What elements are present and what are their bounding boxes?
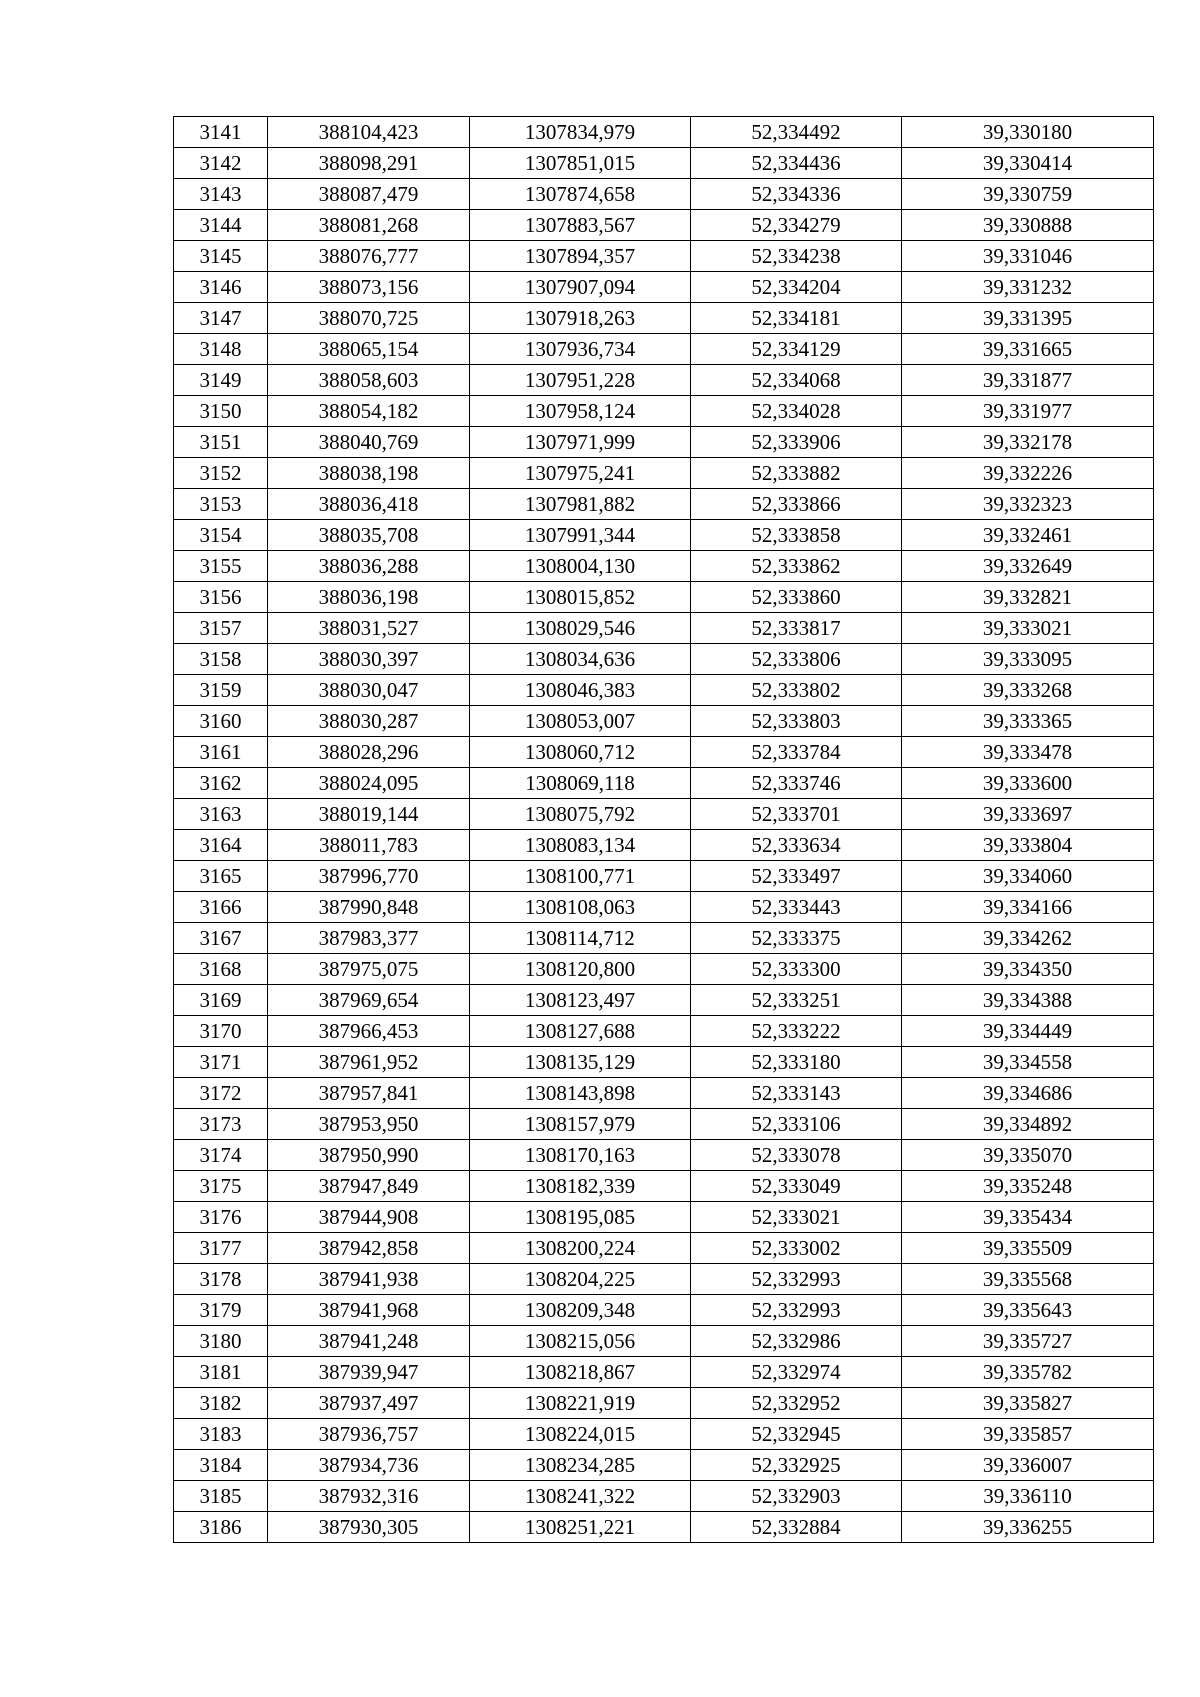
table-row (174, 1295, 1154, 1326)
y-coordinate-cell: 1307981,882 (470, 489, 691, 520)
table-row (174, 365, 1154, 396)
y-coordinate-cell: 1307975,241 (470, 458, 691, 489)
y-coordinate-cell: 1307971,999 (470, 427, 691, 458)
x-coordinate-cell: 387941,938 (268, 1264, 470, 1295)
latitude-cell: 52,333802 (691, 675, 902, 706)
table-row (174, 830, 1154, 861)
table-row (174, 334, 1154, 365)
x-coordinate-cell: 387937,497 (268, 1388, 470, 1419)
x-coordinate-cell: 387939,947 (268, 1357, 470, 1388)
point-number-cell: 3159 (174, 675, 268, 706)
latitude-cell: 52,333817 (691, 613, 902, 644)
longitude-cell: 39,331232 (902, 272, 1154, 303)
table-row (174, 117, 1154, 148)
longitude-cell: 39,334166 (902, 892, 1154, 923)
longitude-cell: 39,335248 (902, 1171, 1154, 1202)
table-row (174, 1078, 1154, 1109)
latitude-cell: 52,333866 (691, 489, 902, 520)
longitude-cell: 39,335857 (902, 1419, 1154, 1450)
latitude-cell: 52,333701 (691, 799, 902, 830)
point-number-cell: 3171 (174, 1047, 268, 1078)
latitude-cell: 52,333862 (691, 551, 902, 582)
point-number-cell: 3167 (174, 923, 268, 954)
latitude-cell: 52,334336 (691, 179, 902, 210)
latitude-cell: 52,333106 (691, 1109, 902, 1140)
table-row (174, 1450, 1154, 1481)
latitude-cell: 52,333021 (691, 1202, 902, 1233)
y-coordinate-cell: 1308251,221 (470, 1512, 691, 1543)
y-coordinate-cell: 1307951,228 (470, 365, 691, 396)
table-row (174, 1140, 1154, 1171)
longitude-cell: 39,334388 (902, 985, 1154, 1016)
point-number-cell: 3151 (174, 427, 268, 458)
longitude-cell: 39,334060 (902, 861, 1154, 892)
latitude-cell: 52,333784 (691, 737, 902, 768)
x-coordinate-cell: 387934,736 (268, 1450, 470, 1481)
point-number-cell: 3181 (174, 1357, 268, 1388)
y-coordinate-cell: 1308075,792 (470, 799, 691, 830)
latitude-cell: 52,333078 (691, 1140, 902, 1171)
table-row (174, 1326, 1154, 1357)
y-coordinate-cell: 1307834,979 (470, 117, 691, 148)
table-row (174, 396, 1154, 427)
latitude-cell: 52,333375 (691, 923, 902, 954)
x-coordinate-cell: 388028,296 (268, 737, 470, 768)
longitude-cell: 39,332323 (902, 489, 1154, 520)
latitude-cell: 52,332974 (691, 1357, 902, 1388)
x-coordinate-cell: 387941,248 (268, 1326, 470, 1357)
y-coordinate-cell: 1308209,348 (470, 1295, 691, 1326)
point-number-cell: 3164 (174, 830, 268, 861)
y-coordinate-cell: 1308195,085 (470, 1202, 691, 1233)
x-coordinate-cell: 388058,603 (268, 365, 470, 396)
point-number-cell: 3162 (174, 768, 268, 799)
y-coordinate-cell: 1308143,898 (470, 1078, 691, 1109)
point-number-cell: 3168 (174, 954, 268, 985)
table-row (174, 799, 1154, 830)
x-coordinate-cell: 388098,291 (268, 148, 470, 179)
latitude-cell: 52,333906 (691, 427, 902, 458)
y-coordinate-cell: 1308200,224 (470, 1233, 691, 1264)
y-coordinate-cell: 1307918,263 (470, 303, 691, 334)
x-coordinate-cell: 388030,397 (268, 644, 470, 675)
longitude-cell: 39,331665 (902, 334, 1154, 365)
x-coordinate-cell: 388065,154 (268, 334, 470, 365)
point-number-cell: 3172 (174, 1078, 268, 1109)
x-coordinate-cell: 388087,479 (268, 179, 470, 210)
latitude-cell: 52,332884 (691, 1512, 902, 1543)
y-coordinate-cell: 1308108,063 (470, 892, 691, 923)
point-number-cell: 3146 (174, 272, 268, 303)
table-row (174, 737, 1154, 768)
y-coordinate-cell: 1307883,567 (470, 210, 691, 241)
point-number-cell: 3160 (174, 706, 268, 737)
x-coordinate-cell: 388036,418 (268, 489, 470, 520)
latitude-cell: 52,334492 (691, 117, 902, 148)
longitude-cell: 39,335827 (902, 1388, 1154, 1419)
x-coordinate-cell: 387950,990 (268, 1140, 470, 1171)
x-coordinate-cell: 388076,777 (268, 241, 470, 272)
latitude-cell: 52,333803 (691, 706, 902, 737)
x-coordinate-cell: 387944,908 (268, 1202, 470, 1233)
longitude-cell: 39,332461 (902, 520, 1154, 551)
table-row (174, 985, 1154, 1016)
point-number-cell: 3153 (174, 489, 268, 520)
x-coordinate-cell: 387957,841 (268, 1078, 470, 1109)
table-row (174, 1016, 1154, 1047)
y-coordinate-cell: 1308100,771 (470, 861, 691, 892)
latitude-cell: 52,334068 (691, 365, 902, 396)
table-row (174, 179, 1154, 210)
point-number-cell: 3170 (174, 1016, 268, 1047)
y-coordinate-cell: 1308069,118 (470, 768, 691, 799)
latitude-cell: 52,332925 (691, 1450, 902, 1481)
latitude-cell: 52,333002 (691, 1233, 902, 1264)
y-coordinate-cell: 1308034,636 (470, 644, 691, 675)
longitude-cell: 39,335727 (902, 1326, 1154, 1357)
latitude-cell: 52,333882 (691, 458, 902, 489)
longitude-cell: 39,333365 (902, 706, 1154, 737)
table-row (174, 1264, 1154, 1295)
longitude-cell: 39,336007 (902, 1450, 1154, 1481)
longitude-cell: 39,334350 (902, 954, 1154, 985)
point-number-cell: 3145 (174, 241, 268, 272)
latitude-cell: 52,333222 (691, 1016, 902, 1047)
table-row (174, 303, 1154, 334)
x-coordinate-cell: 388054,182 (268, 396, 470, 427)
latitude-cell: 52,333634 (691, 830, 902, 861)
table-row (174, 551, 1154, 582)
x-coordinate-cell: 387983,377 (268, 923, 470, 954)
x-coordinate-cell: 388030,047 (268, 675, 470, 706)
point-number-cell: 3183 (174, 1419, 268, 1450)
latitude-cell: 52,334028 (691, 396, 902, 427)
point-number-cell: 3178 (174, 1264, 268, 1295)
x-coordinate-cell: 388024,095 (268, 768, 470, 799)
y-coordinate-cell: 1308083,134 (470, 830, 691, 861)
table-row (174, 1047, 1154, 1078)
longitude-cell: 39,332649 (902, 551, 1154, 582)
latitude-cell: 52,332903 (691, 1481, 902, 1512)
y-coordinate-cell: 1307894,357 (470, 241, 691, 272)
x-coordinate-cell: 388019,144 (268, 799, 470, 830)
x-coordinate-cell: 388030,287 (268, 706, 470, 737)
y-coordinate-cell: 1308046,383 (470, 675, 691, 706)
point-number-cell: 3143 (174, 179, 268, 210)
table-row (174, 1419, 1154, 1450)
longitude-cell: 39,335643 (902, 1295, 1154, 1326)
latitude-cell: 52,332986 (691, 1326, 902, 1357)
point-number-cell: 3154 (174, 520, 268, 551)
table-row (174, 1109, 1154, 1140)
longitude-cell: 39,333095 (902, 644, 1154, 675)
x-coordinate-cell: 387961,952 (268, 1047, 470, 1078)
latitude-cell: 52,332952 (691, 1388, 902, 1419)
latitude-cell: 52,333497 (691, 861, 902, 892)
table-row (174, 1388, 1154, 1419)
point-number-cell: 3150 (174, 396, 268, 427)
y-coordinate-cell: 1308135,129 (470, 1047, 691, 1078)
table-row (174, 1233, 1154, 1264)
point-number-cell: 3156 (174, 582, 268, 613)
point-number-cell: 3182 (174, 1388, 268, 1419)
longitude-cell: 39,332226 (902, 458, 1154, 489)
latitude-cell: 52,334238 (691, 241, 902, 272)
coordinates-table (173, 116, 1154, 1543)
x-coordinate-cell: 387936,757 (268, 1419, 470, 1450)
table-row (174, 1357, 1154, 1388)
latitude-cell: 52,333858 (691, 520, 902, 551)
y-coordinate-cell: 1308053,007 (470, 706, 691, 737)
longitude-cell: 39,335434 (902, 1202, 1154, 1233)
table-row (174, 520, 1154, 551)
x-coordinate-cell: 388031,527 (268, 613, 470, 644)
point-number-cell: 3185 (174, 1481, 268, 1512)
table-row (174, 210, 1154, 241)
table-row (174, 1171, 1154, 1202)
longitude-cell: 39,334686 (902, 1078, 1154, 1109)
y-coordinate-cell: 1308182,339 (470, 1171, 691, 1202)
x-coordinate-cell: 387969,654 (268, 985, 470, 1016)
latitude-cell: 52,333143 (691, 1078, 902, 1109)
longitude-cell: 39,333600 (902, 768, 1154, 799)
point-number-cell: 3144 (174, 210, 268, 241)
point-number-cell: 3174 (174, 1140, 268, 1171)
latitude-cell: 52,333443 (691, 892, 902, 923)
table-row (174, 1481, 1154, 1512)
y-coordinate-cell: 1308204,225 (470, 1264, 691, 1295)
longitude-cell: 39,334449 (902, 1016, 1154, 1047)
latitude-cell: 52,333300 (691, 954, 902, 985)
latitude-cell: 52,333860 (691, 582, 902, 613)
y-coordinate-cell: 1308170,163 (470, 1140, 691, 1171)
longitude-cell: 39,335782 (902, 1357, 1154, 1388)
longitude-cell: 39,335509 (902, 1233, 1154, 1264)
point-number-cell: 3166 (174, 892, 268, 923)
longitude-cell: 39,331977 (902, 396, 1154, 427)
point-number-cell: 3161 (174, 737, 268, 768)
y-coordinate-cell: 1308120,800 (470, 954, 691, 985)
y-coordinate-cell: 1308123,497 (470, 985, 691, 1016)
latitude-cell: 52,334129 (691, 334, 902, 365)
point-number-cell: 3142 (174, 148, 268, 179)
latitude-cell: 52,333251 (691, 985, 902, 1016)
y-coordinate-cell: 1308015,852 (470, 582, 691, 613)
table-row (174, 241, 1154, 272)
longitude-cell: 39,334262 (902, 923, 1154, 954)
table-row (174, 427, 1154, 458)
y-coordinate-cell: 1308029,546 (470, 613, 691, 644)
longitude-cell: 39,331046 (902, 241, 1154, 272)
point-number-cell: 3180 (174, 1326, 268, 1357)
latitude-cell: 52,334181 (691, 303, 902, 334)
y-coordinate-cell: 1308060,712 (470, 737, 691, 768)
table-row (174, 923, 1154, 954)
point-number-cell: 3158 (174, 644, 268, 675)
x-coordinate-cell: 387953,950 (268, 1109, 470, 1140)
latitude-cell: 52,333746 (691, 768, 902, 799)
longitude-cell: 39,330888 (902, 210, 1154, 241)
point-number-cell: 3169 (174, 985, 268, 1016)
longitude-cell: 39,331877 (902, 365, 1154, 396)
longitude-cell: 39,332821 (902, 582, 1154, 613)
table-row (174, 954, 1154, 985)
longitude-cell: 39,330180 (902, 117, 1154, 148)
table-row (174, 768, 1154, 799)
point-number-cell: 3141 (174, 117, 268, 148)
longitude-cell: 39,333268 (902, 675, 1154, 706)
y-coordinate-cell: 1307958,124 (470, 396, 691, 427)
latitude-cell: 52,334204 (691, 272, 902, 303)
table-row (174, 458, 1154, 489)
y-coordinate-cell: 1308157,979 (470, 1109, 691, 1140)
longitude-cell: 39,334558 (902, 1047, 1154, 1078)
longitude-cell: 39,333697 (902, 799, 1154, 830)
point-number-cell: 3186 (174, 1512, 268, 1543)
point-number-cell: 3165 (174, 861, 268, 892)
point-number-cell: 3149 (174, 365, 268, 396)
point-number-cell: 3176 (174, 1202, 268, 1233)
latitude-cell: 52,334436 (691, 148, 902, 179)
x-coordinate-cell: 387996,770 (268, 861, 470, 892)
point-number-cell: 3152 (174, 458, 268, 489)
latitude-cell: 52,333049 (691, 1171, 902, 1202)
y-coordinate-cell: 1308221,919 (470, 1388, 691, 1419)
table-row (174, 706, 1154, 737)
latitude-cell: 52,334279 (691, 210, 902, 241)
table-row (174, 148, 1154, 179)
point-number-cell: 3157 (174, 613, 268, 644)
longitude-cell: 39,334892 (902, 1109, 1154, 1140)
longitude-cell: 39,333478 (902, 737, 1154, 768)
point-number-cell: 3184 (174, 1450, 268, 1481)
table-row (174, 272, 1154, 303)
latitude-cell: 52,333806 (691, 644, 902, 675)
y-coordinate-cell: 1308241,322 (470, 1481, 691, 1512)
y-coordinate-cell: 1307851,015 (470, 148, 691, 179)
point-number-cell: 3155 (174, 551, 268, 582)
latitude-cell: 52,332993 (691, 1264, 902, 1295)
x-coordinate-cell: 387990,848 (268, 892, 470, 923)
x-coordinate-cell: 387947,849 (268, 1171, 470, 1202)
longitude-cell: 39,335568 (902, 1264, 1154, 1295)
x-coordinate-cell: 388040,769 (268, 427, 470, 458)
point-number-cell: 3173 (174, 1109, 268, 1140)
x-coordinate-cell: 387932,316 (268, 1481, 470, 1512)
longitude-cell: 39,333021 (902, 613, 1154, 644)
point-number-cell: 3147 (174, 303, 268, 334)
y-coordinate-cell: 1308215,056 (470, 1326, 691, 1357)
y-coordinate-cell: 1308218,867 (470, 1357, 691, 1388)
longitude-cell: 39,335070 (902, 1140, 1154, 1171)
y-coordinate-cell: 1308004,130 (470, 551, 691, 582)
y-coordinate-cell: 1307991,344 (470, 520, 691, 551)
table-row (174, 644, 1154, 675)
x-coordinate-cell: 388070,725 (268, 303, 470, 334)
y-coordinate-cell: 1308114,712 (470, 923, 691, 954)
x-coordinate-cell: 387930,305 (268, 1512, 470, 1543)
point-number-cell: 3148 (174, 334, 268, 365)
longitude-cell: 39,330759 (902, 179, 1154, 210)
x-coordinate-cell: 388081,268 (268, 210, 470, 241)
longitude-cell: 39,332178 (902, 427, 1154, 458)
x-coordinate-cell: 388035,708 (268, 520, 470, 551)
latitude-cell: 52,333180 (691, 1047, 902, 1078)
latitude-cell: 52,332993 (691, 1295, 902, 1326)
y-coordinate-cell: 1308234,285 (470, 1450, 691, 1481)
y-coordinate-cell: 1308224,015 (470, 1419, 691, 1450)
x-coordinate-cell: 387941,968 (268, 1295, 470, 1326)
x-coordinate-cell: 387966,453 (268, 1016, 470, 1047)
longitude-cell: 39,331395 (902, 303, 1154, 334)
table-row (174, 892, 1154, 923)
x-coordinate-cell: 388036,198 (268, 582, 470, 613)
table-row (174, 582, 1154, 613)
table-row (174, 1202, 1154, 1233)
point-number-cell: 3175 (174, 1171, 268, 1202)
x-coordinate-cell: 388104,423 (268, 117, 470, 148)
x-coordinate-cell: 388011,783 (268, 830, 470, 861)
longitude-cell: 39,333804 (902, 830, 1154, 861)
x-coordinate-cell: 387975,075 (268, 954, 470, 985)
table-row (174, 861, 1154, 892)
longitude-cell: 39,336110 (902, 1481, 1154, 1512)
longitude-cell: 39,336255 (902, 1512, 1154, 1543)
y-coordinate-cell: 1307907,094 (470, 272, 691, 303)
table-row (174, 613, 1154, 644)
y-coordinate-cell: 1307874,658 (470, 179, 691, 210)
y-coordinate-cell: 1308127,688 (470, 1016, 691, 1047)
x-coordinate-cell: 388038,198 (268, 458, 470, 489)
y-coordinate-cell: 1307936,734 (470, 334, 691, 365)
x-coordinate-cell: 388036,288 (268, 551, 470, 582)
x-coordinate-cell: 388073,156 (268, 272, 470, 303)
point-number-cell: 3163 (174, 799, 268, 830)
x-coordinate-cell: 387942,858 (268, 1233, 470, 1264)
table-row (174, 675, 1154, 706)
point-number-cell: 3179 (174, 1295, 268, 1326)
longitude-cell: 39,330414 (902, 148, 1154, 179)
point-number-cell: 3177 (174, 1233, 268, 1264)
latitude-cell: 52,332945 (691, 1419, 902, 1450)
table-row (174, 489, 1154, 520)
coordinates-table-body (174, 117, 1154, 1543)
table-row (174, 1512, 1154, 1543)
